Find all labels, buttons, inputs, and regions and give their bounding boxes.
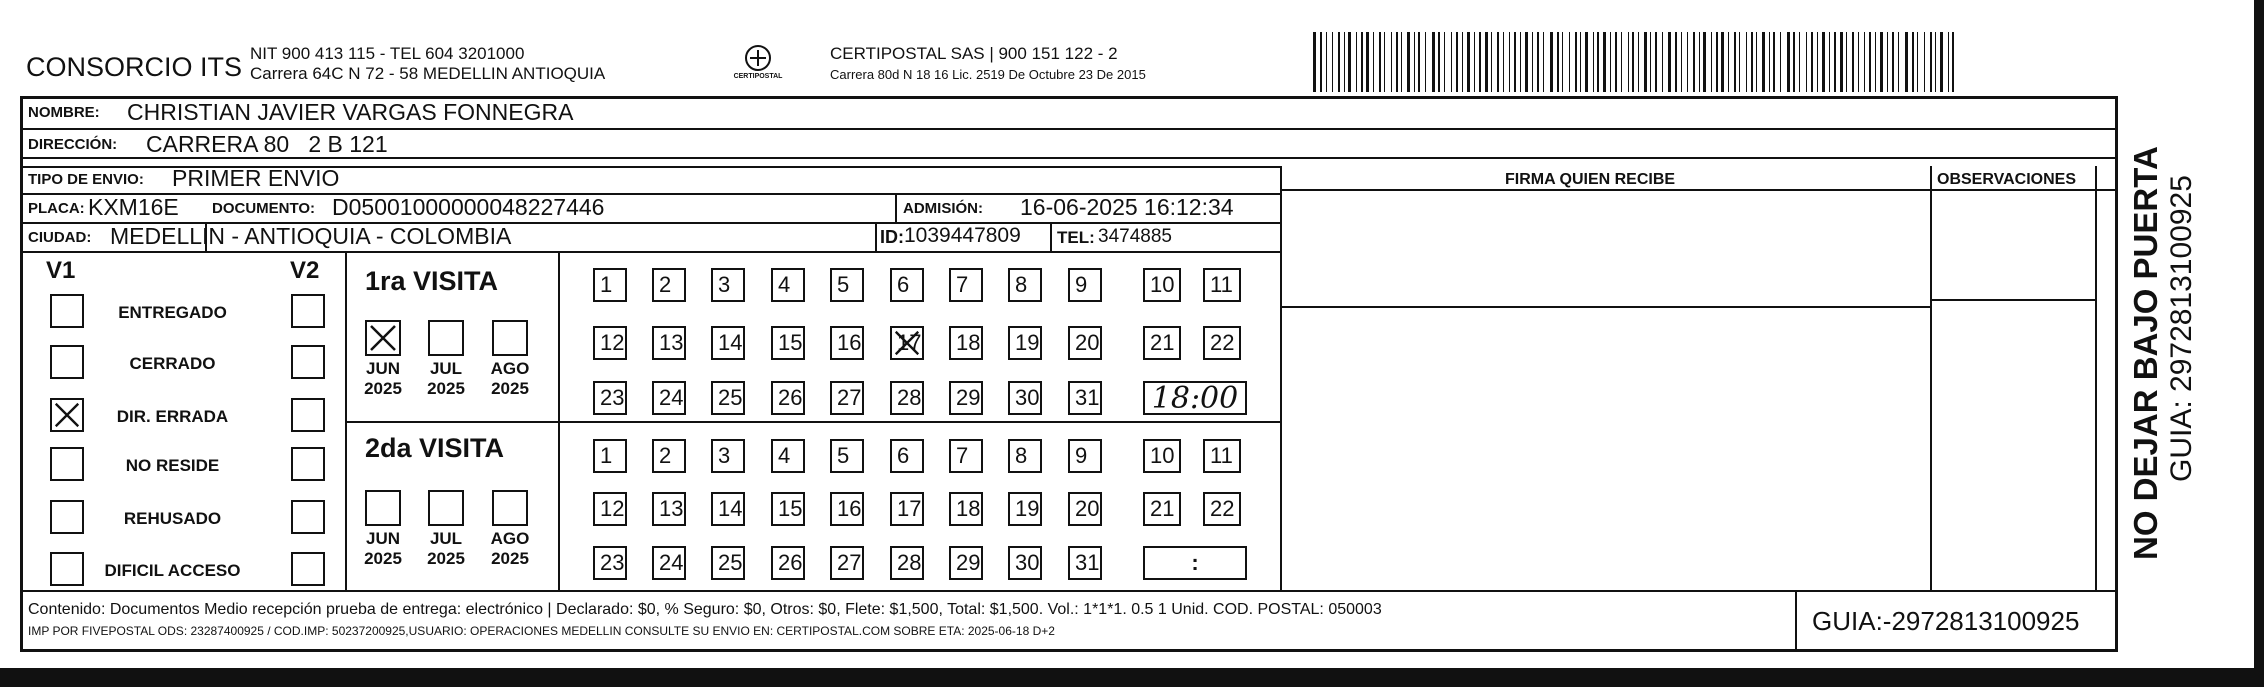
second-visit-month-checkbox[interactable] [365, 490, 401, 526]
first-visit-day-number: 22 [1210, 330, 1235, 355]
id-label: ID: [880, 227, 904, 247]
tel-value: 3474885 [1098, 226, 1172, 247]
first-visit-day-box[interactable] [652, 381, 686, 415]
second-visit-day-number: 4 [778, 443, 791, 468]
second-visit-day-box[interactable] [593, 439, 627, 473]
first-visit-day-box[interactable] [1068, 381, 1102, 415]
v2-label: V2 [290, 257, 320, 284]
first-visit-day-number: 27 [837, 385, 862, 410]
address-label: DIRECCIÓN: [28, 136, 118, 153]
second-visit-day-box[interactable] [1203, 492, 1241, 526]
first-visit-day-box[interactable] [1203, 326, 1241, 360]
first-visit-day-box[interactable] [1008, 268, 1042, 302]
second-visit-day-number: 13 [659, 496, 684, 521]
first-visit-day-box[interactable] [890, 268, 924, 302]
second-visit-day-number: 2 [659, 443, 672, 468]
first-visit-day-box[interactable] [1008, 381, 1042, 415]
first-visit-month-checkbox[interactable] [492, 320, 528, 356]
second-visit-day-box[interactable] [711, 492, 745, 526]
first-visit-day-box[interactable] [593, 326, 627, 360]
status-label: REHUSADO [123, 509, 222, 528]
second-visit-day-number: 14 [718, 496, 743, 521]
first-visit-day-number: 17 [897, 330, 922, 355]
first-visit-day-number: 16 [837, 330, 862, 355]
second-visit-day-box[interactable] [1008, 492, 1042, 526]
second-visit-day-number: 11 [1210, 443, 1233, 468]
first-visit-day-box[interactable] [711, 381, 745, 415]
status-label: DIFICIL ACCESO [104, 561, 241, 580]
second-visit-day-number: 5 [837, 443, 850, 468]
name-label: NOMBRE: [28, 104, 100, 121]
first-visit-day-box[interactable] [830, 326, 864, 360]
second-visit-day-number: 22 [1210, 496, 1235, 521]
side-line2: GUIA: 2972813100925 [2165, 175, 2198, 482]
first-visit-day-number: 2 [659, 272, 672, 297]
status-label: NO RESIDE [125, 456, 220, 475]
first-visit-month-year: 2025 [427, 379, 465, 398]
second-visit-day-box[interactable] [1143, 492, 1181, 526]
first-visit-day-box[interactable] [1143, 326, 1181, 360]
bottom-border-band [0, 668, 2264, 687]
second-visit-day-number: 17 [897, 496, 922, 521]
first-visit-month-checkbox[interactable] [428, 320, 464, 356]
plate-value: KXM16E [88, 194, 179, 220]
status-label: CERRADO [129, 354, 216, 373]
second-visit-day-box[interactable] [652, 492, 686, 526]
second-visit-day-number: 27 [837, 550, 862, 575]
first-visit-month-name: JUL [429, 359, 463, 378]
first-visit-day-number: 24 [659, 385, 684, 410]
first-visit-day-box[interactable] [830, 268, 864, 302]
first-visit-day-box[interactable] [1143, 268, 1181, 302]
document-label: DOCUMENTO: [212, 200, 316, 217]
first-visit-day-number: 30 [1015, 385, 1040, 410]
second-visit-day-number: 21 [1150, 496, 1175, 521]
second-visit-month-name: JUL [429, 529, 463, 548]
second-visit-day-box[interactable] [1068, 492, 1102, 526]
first-visit-day-number: 10 [1150, 272, 1175, 297]
second-visit-day-box[interactable] [830, 546, 864, 580]
second-visit-day-box[interactable] [771, 439, 805, 473]
second-visit-month-name: AGO [490, 529, 530, 548]
second-visit-time: : [1191, 550, 1199, 575]
first-visit-title: 1ra VISITA [365, 266, 499, 296]
tel-label: TEL: [1057, 228, 1095, 247]
first-visit-day-number: 4 [778, 272, 791, 297]
first-visit-day-box[interactable] [771, 268, 805, 302]
first-visit-day-box[interactable] [711, 326, 745, 360]
first-visit-day-number: 13 [659, 330, 684, 355]
plate-label: PLACA: [28, 200, 85, 217]
second-visit-day-box[interactable] [652, 439, 686, 473]
first-visit-day-box[interactable] [1068, 326, 1102, 360]
admission-value: 16-06-2025 16:12:34 [1020, 194, 1234, 220]
courier-line1: CERTIPOSTAL SAS | 900 151 122 - 2 [830, 44, 1118, 63]
second-visit-day-number: 23 [600, 550, 625, 575]
first-visit-month-checkbox[interactable] [365, 320, 401, 356]
admission-label: ADMISIÓN: [903, 200, 983, 217]
second-visit-day-number: 31 [1075, 550, 1100, 575]
status-v2-checkbox[interactable] [291, 294, 325, 328]
status-v2-checkbox[interactable] [291, 398, 325, 432]
second-visit-day-box[interactable] [1068, 439, 1102, 473]
first-visit-month-name: JUN [365, 359, 400, 378]
second-visit-day-box[interactable] [711, 439, 745, 473]
first-visit-day-box[interactable] [890, 326, 924, 360]
second-visit-day-number: 9 [1075, 443, 1088, 468]
second-visit-day-box[interactable] [890, 492, 924, 526]
first-visit-month-name: AGO [490, 359, 530, 378]
second-visit-month-year: 2025 [491, 549, 529, 568]
status-v2-checkbox[interactable] [291, 447, 325, 481]
status-label: DIR. ERRADA [116, 407, 229, 426]
certipostal-logo [728, 40, 788, 90]
company-line1: NIT 900 413 115 - TEL 604 3201000 [250, 44, 525, 63]
second-visit-day-box[interactable] [593, 546, 627, 580]
second-visit-day-number: 15 [778, 496, 803, 521]
second-visit-month-checkbox[interactable] [492, 490, 528, 526]
right-border-band [2254, 0, 2264, 687]
first-visit-day-number: 15 [778, 330, 803, 355]
first-visit-day-box[interactable] [593, 268, 627, 302]
second-visit-title: 2da VISITA [365, 433, 505, 463]
second-visit-day-box[interactable] [949, 546, 983, 580]
second-visit-day-box[interactable] [949, 439, 983, 473]
logo-text: CERTIPOSTAL [733, 73, 783, 80]
second-visit-day-box[interactable] [890, 439, 924, 473]
name-value: CHRISTIAN JAVIER VARGAS FONNEGRA [127, 99, 574, 125]
second-visit-time-box[interactable] [1143, 546, 1247, 580]
first-visit-day-number: 18 [956, 330, 981, 355]
second-visit-day-box[interactable] [1068, 546, 1102, 580]
second-visit-month-year: 2025 [364, 549, 402, 568]
second-visit-day-box[interactable] [1008, 439, 1042, 473]
second-visit-day-box[interactable] [711, 546, 745, 580]
first-visit-day-box[interactable] [1008, 326, 1042, 360]
second-visit-day-number: 24 [659, 550, 684, 575]
second-visit-day-number: 18 [956, 496, 981, 521]
second-visit-day-number: 29 [956, 550, 981, 575]
first-visit-day-box[interactable] [771, 381, 805, 415]
second-visit-day-box[interactable] [593, 492, 627, 526]
first-visit-day-box[interactable] [652, 326, 686, 360]
second-visit-day-box[interactable] [652, 546, 686, 580]
second-visit-day-box[interactable] [830, 492, 864, 526]
first-visit-month-year: 2025 [491, 379, 529, 398]
second-visit-day-number: 20 [1075, 496, 1100, 521]
second-visit-day-number: 10 [1150, 443, 1175, 468]
first-visit-month-year: 2025 [364, 379, 402, 398]
first-visit-day-number: 12 [600, 330, 625, 355]
company-name: CONSORCIO ITS [26, 52, 243, 82]
city-label: CIUDAD: [28, 229, 92, 246]
courier-line2: Carrera 80d N 18 16 Lic. 2519 De Octubre 23 De 2015 [830, 67, 1146, 82]
status-v2-checkbox[interactable] [291, 345, 325, 379]
first-visit-day-box[interactable] [949, 268, 983, 302]
second-visit-day-box[interactable] [949, 492, 983, 526]
id-value: 1039447809 [904, 224, 1021, 247]
observaciones-label: OBSERVACIONES [1937, 171, 2076, 188]
first-visit-day-number: 6 [897, 272, 910, 297]
first-visit-day-number: 7 [956, 272, 969, 297]
first-visit-day-box[interactable] [771, 326, 805, 360]
second-visit-day-number: 16 [837, 496, 862, 521]
second-visit-month-year: 2025 [427, 549, 465, 568]
city-value: MEDELLIN - ANTIOQUIA - COLOMBIA [110, 223, 512, 249]
first-visit-day-number: 20 [1075, 330, 1100, 355]
second-visit-day-number: 6 [897, 443, 910, 468]
second-visit-month-name: JUN [365, 529, 400, 548]
firma-label: FIRMA QUIEN RECIBE [1505, 171, 1676, 188]
first-visit-day-box[interactable] [593, 381, 627, 415]
first-visit-day-number: 8 [1015, 272, 1028, 297]
second-visit-month-checkbox[interactable] [428, 490, 464, 526]
first-visit-day-number: 1 [600, 272, 613, 297]
second-visit-day-box[interactable] [1143, 439, 1181, 473]
first-visit-day-number: 19 [1015, 330, 1040, 355]
second-visit-day-number: 3 [718, 443, 731, 468]
first-visit-day-number: 29 [956, 385, 981, 410]
second-visit-day-box[interactable] [1008, 546, 1042, 580]
first-visit-day-box[interactable] [1203, 268, 1241, 302]
status-label: ENTREGADO [118, 303, 227, 322]
send-type-value: PRIMER ENVIO [172, 165, 340, 191]
second-visit-day-box[interactable] [1203, 439, 1241, 473]
first-visit-time-box[interactable] [1143, 381, 1247, 415]
first-visit-day-box[interactable] [949, 326, 983, 360]
document-value: D05001000000048227446 [332, 194, 605, 220]
second-visit-day-number: 7 [956, 443, 969, 468]
guia-box-text: GUIA:-2972813100925 [1812, 606, 2080, 636]
first-visit-day-number: 28 [897, 385, 922, 410]
second-visit-day-box[interactable] [771, 546, 805, 580]
status-v2-checkbox[interactable] [291, 552, 325, 586]
first-visit-day-number: 21 [1150, 330, 1175, 355]
first-visit-day-number: 14 [718, 330, 743, 355]
second-visit-day-number: 26 [778, 550, 803, 575]
first-visit-day-box[interactable] [652, 268, 686, 302]
first-visit-day-number: 26 [778, 385, 803, 410]
side-line1: NO DEJAR BAJO PUERTA [2127, 146, 2164, 560]
second-visit-day-box[interactable] [771, 492, 805, 526]
first-visit-day-number: 11 [1210, 272, 1233, 297]
first-visit-day-number: 25 [718, 385, 743, 410]
second-visit-day-box[interactable] [890, 546, 924, 580]
second-visit-day-number: 28 [897, 550, 922, 575]
first-visit-day-number: 5 [837, 272, 850, 297]
barcode [1313, 32, 1953, 92]
second-visit-day-number: 1 [600, 443, 613, 468]
first-visit-day-number: 3 [718, 272, 731, 297]
address-value: CARRERA 80 2 B 121 [146, 131, 388, 157]
first-visit-day-box[interactable] [830, 381, 864, 415]
status-v2-checkbox[interactable] [291, 500, 325, 534]
imp-line: IMP POR FIVEPOSTAL ODS: 23287400925 / COD.IMP: 50237200925,USUARIO: OPERACIONES MEDELLIN CONSULTE SU ENVIO EN: CERTIPOSTAL.COM SOBRE ETA: 2025-06-18 D+2 [28, 624, 1055, 638]
second-visit-day-box[interactable] [830, 439, 864, 473]
first-visit-day-number: 9 [1075, 272, 1088, 297]
first-visit-day-check-mark [892, 328, 922, 358]
first-visit-time: 18:00 [1151, 381, 1239, 416]
first-visit-day-box[interactable] [1068, 268, 1102, 302]
second-visit-day-number: 30 [1015, 550, 1040, 575]
v1-label: V1 [46, 257, 76, 284]
first-visit-day-box[interactable] [949, 381, 983, 415]
second-visit-day-number: 19 [1015, 496, 1040, 521]
first-visit-day-number: 31 [1075, 385, 1100, 410]
second-visit-day-number: 8 [1015, 443, 1028, 468]
side-text [2123, 40, 2243, 560]
first-visit-day-box[interactable] [890, 381, 924, 415]
content-line: Contenido: Documentos Medio recepción prueba de entrega: electrónico | Declarado: $0, % Seguro: $0, Otros: $0, Flete: $1,500, Total: $1,500. Vol.: 1*1*1. 0.5 1 Unid. COD. POSTAL: 050003 [28, 601, 1382, 618]
second-visit-day-number: 12 [600, 496, 625, 521]
company-line2: Carrera 64C N 72 - 58 MEDELLIN ANTIOQUIA [250, 64, 606, 83]
send-type-label: TIPO DE ENVIO: [28, 171, 144, 188]
first-visit-day-box[interactable] [711, 268, 745, 302]
second-visit-day-number: 25 [718, 550, 743, 575]
first-visit-day-number: 23 [600, 385, 625, 410]
